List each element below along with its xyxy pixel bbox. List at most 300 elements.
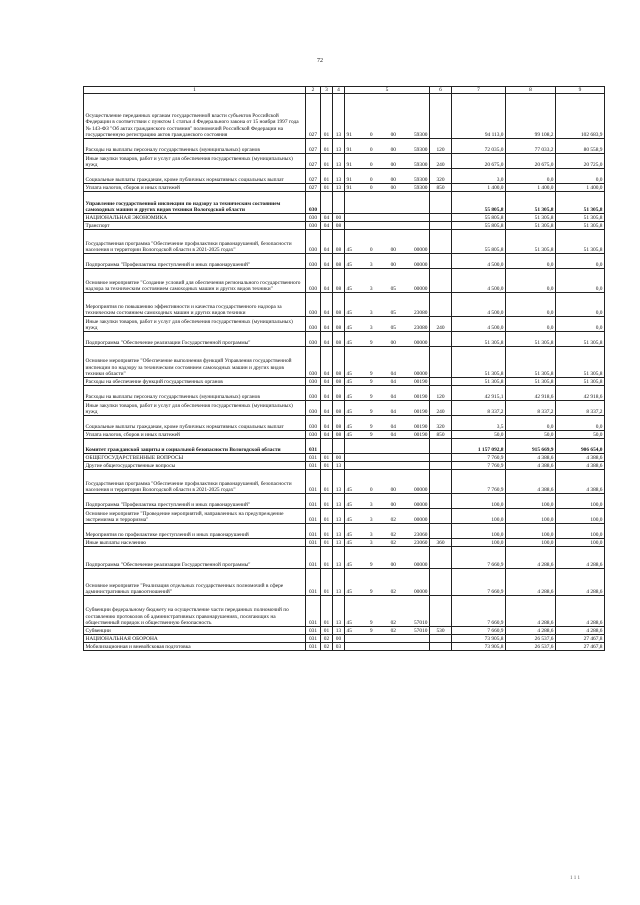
col-4-cell: 13	[333, 596, 345, 627]
table-row	[84, 317, 605, 332]
col-8-cell: 0,0	[506, 169, 556, 184]
col-9-cell: 51 305,8	[556, 192, 605, 214]
column-header: 4	[333, 87, 345, 94]
target-item-part: 00	[390, 132, 396, 138]
target-item-part: 00000	[413, 262, 428, 268]
col-4-cell: 08	[333, 230, 345, 254]
target-item-cell	[345, 539, 430, 547]
target-item-part: 9	[369, 589, 373, 595]
target-item-part: 45	[346, 340, 352, 346]
col-6-cell	[430, 347, 452, 378]
col-4-cell	[333, 439, 345, 454]
target-item-cell	[345, 269, 430, 293]
col-8-cell: 0,0	[506, 416, 556, 431]
target-item-part: 59300	[413, 177, 428, 183]
target-item-part: 59300	[413, 147, 428, 153]
col-9-cell: 4 288,6	[556, 627, 605, 635]
col-2-cell: 027	[306, 139, 321, 154]
table-header-row	[84, 87, 605, 94]
table-row	[84, 416, 605, 431]
table-row	[84, 627, 605, 635]
col-7-cell: 4 500,0	[452, 254, 506, 269]
col-7-cell: 73 905,8	[452, 643, 506, 651]
col-8-cell: 4 288,6	[506, 547, 556, 569]
col-6-cell	[430, 596, 452, 627]
col-9-cell: 51 305,8	[556, 378, 605, 386]
row-name-cell: Иные выплаты населению	[84, 539, 306, 547]
column-header: 2	[306, 87, 321, 94]
col-4-cell: 00	[333, 214, 345, 222]
col-6-cell	[430, 378, 452, 386]
target-item-part: 00000	[413, 562, 428, 568]
col-2-cell: 030	[306, 332, 321, 347]
table-row	[84, 254, 605, 269]
col-2-cell: 030	[306, 222, 321, 230]
table-row	[84, 439, 605, 454]
target-item-cell	[345, 462, 430, 470]
col-3-cell: 02	[321, 635, 333, 643]
table-row	[84, 386, 605, 401]
col-6-cell	[430, 254, 452, 269]
col-3-cell: 04	[321, 317, 333, 332]
col-8-cell: 26 537,6	[506, 635, 556, 643]
row-name-cell: Осуществление переданных органам государственной власти субъектов Российской Федерации в соответствии с пунктом 1 статьи 4 Федерального закона от 15 ноября 1997 года № 143-ФЗ "Об актах гражданского состояния" полномочий Российской Федерации на государственную регистрацию актов гражданского состояния	[84, 94, 306, 139]
table-row	[84, 596, 605, 627]
col-4-cell: 13	[333, 139, 345, 154]
target-item-cell	[345, 222, 430, 230]
col-4-cell: 08	[333, 317, 345, 332]
col-6-cell: 850	[430, 431, 452, 439]
target-item-part: 00000	[413, 487, 428, 493]
col-4-cell: 08	[333, 401, 345, 416]
col-9-cell: 0,0	[556, 269, 605, 293]
table-row	[84, 214, 605, 222]
col-4-cell: 08	[333, 269, 345, 293]
col-4-cell: 13	[333, 470, 345, 494]
col-8-cell: 4 288,6	[506, 596, 556, 627]
col-3-cell: 01	[321, 539, 333, 547]
col-8-cell: 4 388,6	[506, 454, 556, 462]
target-item-part: 04	[390, 409, 396, 415]
target-item-cell	[345, 378, 430, 386]
col-9-cell: 1 400,0	[556, 184, 605, 192]
budget-table	[83, 86, 605, 651]
col-9-cell: 50,0	[556, 431, 605, 439]
table-row	[84, 293, 605, 317]
target-item-part: 02	[390, 620, 396, 626]
col-3-cell	[321, 439, 333, 454]
target-item-part: 02	[390, 517, 396, 523]
col-8-cell: 51 305,8	[506, 230, 556, 254]
row-name-cell: Мероприятия по повышению эффективности и качества государственного надзора за техническим состоянием самоходных машин и других видов техники	[84, 293, 306, 317]
target-item-part: 00000	[413, 517, 428, 523]
col-6-cell: 850	[430, 184, 452, 192]
row-name-cell: НАЦИОНАЛЬНАЯ ЭКОНОМИКА	[84, 214, 306, 222]
col-2-cell: 027	[306, 94, 321, 139]
row-name-cell: Мероприятия по профилактике преступлений и иных правонарушений	[84, 524, 306, 539]
col-9-cell: 20 725,0	[556, 154, 605, 169]
col-4-cell: 13	[333, 539, 345, 547]
target-item-part: 00190	[413, 409, 428, 415]
col-7-cell: 7 660,9	[452, 569, 506, 596]
col-3-cell: 04	[321, 222, 333, 230]
col-6-cell: 240	[430, 317, 452, 332]
col-6-cell	[430, 214, 452, 222]
col-8-cell: 4 288,6	[506, 627, 556, 635]
col-4-cell: 13	[333, 154, 345, 169]
table-row	[84, 494, 605, 509]
target-item-part: 3	[369, 286, 373, 292]
col-7-cell: 55 805,8	[452, 222, 506, 230]
col-2-cell: 031	[306, 470, 321, 494]
col-2-cell: 030	[306, 317, 321, 332]
target-item-part: 9	[369, 409, 373, 415]
row-name-cell: Расходы на выплаты персоналу государственных (муниципальных) органов	[84, 139, 306, 154]
col-2-cell: 031	[306, 635, 321, 643]
col-3-cell: 04	[321, 214, 333, 222]
target-item-part: 3	[369, 540, 373, 546]
row-name-cell: Транспорт	[84, 222, 306, 230]
column-header: 7	[452, 87, 506, 94]
target-item-part: 57010	[413, 620, 428, 626]
col-7-cell: 7 660,9	[452, 547, 506, 569]
col-3-cell: 01	[321, 547, 333, 569]
target-item-cell	[345, 494, 430, 509]
col-2-cell: 031	[306, 494, 321, 509]
table-row	[84, 94, 605, 139]
col-3-cell: 02	[321, 643, 333, 651]
page-number: 72	[317, 58, 323, 64]
col-6-cell	[430, 509, 452, 524]
col-3-cell: 01	[321, 596, 333, 627]
target-item-part: 9	[369, 432, 373, 438]
table-row	[84, 635, 605, 643]
target-item-cell	[345, 230, 430, 254]
col-4-cell: 03	[333, 643, 345, 651]
target-item-part: 02	[390, 532, 396, 538]
col-6-cell	[430, 494, 452, 509]
col-9-cell: 51 305,8	[556, 332, 605, 347]
table-row	[84, 524, 605, 539]
target-item-part: 3	[369, 517, 373, 523]
row-name-cell: Расходы на выплаты персоналу государственных (муниципальных) органов	[84, 386, 306, 401]
col-2-cell: 031	[306, 454, 321, 462]
target-item-cell	[345, 293, 430, 317]
col-9-cell: 906 654,0	[556, 439, 605, 454]
col-7-cell: 73 905,8	[452, 635, 506, 643]
col-3-cell	[321, 192, 333, 214]
col-2-cell: 030	[306, 431, 321, 439]
row-name-cell: Управление государственной инспекции по надзору за техническим состоянием самоходных машин и других видов техники Вологодской области	[84, 192, 306, 214]
table-row	[84, 431, 605, 439]
col-9-cell: 51 305,8	[556, 347, 605, 378]
target-item-part: 00	[390, 162, 396, 168]
target-item-cell	[345, 596, 430, 627]
col-9-cell: 100,0	[556, 509, 605, 524]
row-name-cell: НАЦИОНАЛЬНАЯ ОБОРОНА	[84, 635, 306, 643]
col-7-cell: 55 805,8	[452, 192, 506, 214]
target-item-cell	[345, 547, 430, 569]
col-7-cell: 51 305,8	[452, 332, 506, 347]
col-8-cell: 1 400,0	[506, 184, 556, 192]
row-name-cell: Основное мероприятие "Обеспечение выполнения функций Управления государственной инспекции по надзору за техническим состоянием самоходных машин и других видов техники области"	[84, 347, 306, 378]
target-item-part: 91	[346, 147, 352, 153]
target-item-part: 45	[346, 487, 352, 493]
col-2-cell: 031	[306, 596, 321, 627]
col-6-cell: 240	[430, 154, 452, 169]
col-9-cell: 100,0	[556, 539, 605, 547]
target-item-part: 91	[346, 185, 352, 191]
target-item-part: 45	[346, 409, 352, 415]
col-3-cell: 04	[321, 332, 333, 347]
col-7-cell: 1 400,0	[452, 184, 506, 192]
target-item-part: 3	[369, 262, 373, 268]
col-3-cell: 04	[321, 401, 333, 416]
target-item-part: 04	[390, 432, 396, 438]
col-6-cell: 320	[430, 169, 452, 184]
target-item-part: 0	[369, 177, 373, 183]
table-row	[84, 547, 605, 569]
col-8-cell: 51 305,8	[506, 332, 556, 347]
col-8-cell: 26 537,6	[506, 643, 556, 651]
col-4-cell: 00	[333, 635, 345, 643]
row-name-cell: Другие общегосударственные вопросы	[84, 462, 306, 470]
row-name-cell: Подпрограмма "Профилактика преступлений и иных правонарушений"	[84, 254, 306, 269]
col-9-cell: 4 288,6	[556, 569, 605, 596]
col-9-cell: 4 388,6	[556, 462, 605, 470]
col-4-cell: 13	[333, 94, 345, 139]
col-4-cell: 08	[333, 416, 345, 431]
table-row	[84, 401, 605, 416]
target-item-part: 9	[369, 371, 373, 377]
col-8-cell: 50,0	[506, 431, 556, 439]
col-4-cell: 13	[333, 627, 345, 635]
col-8-cell: 0,0	[506, 293, 556, 317]
target-item-cell	[345, 431, 430, 439]
target-item-part: 02	[390, 589, 396, 595]
table-row	[84, 454, 605, 462]
row-name-cell: Иные закупки товаров, работ и услуг для обеспечения государственных (муниципальных) нужд	[84, 154, 306, 169]
col-9-cell: 0,0	[556, 317, 605, 332]
target-item-part: 0	[369, 132, 373, 138]
target-item-cell	[345, 192, 430, 214]
row-name-cell: Государственная программа "Обеспечение профилактики правонарушений, безопасности населения и территории Вологодской области в 2021-2025 годах"	[84, 230, 306, 254]
col-6-cell: 530	[430, 627, 452, 635]
col-9-cell: 51 305,8	[556, 214, 605, 222]
col-2-cell: 031	[306, 539, 321, 547]
col-2-cell: 031	[306, 643, 321, 651]
col-2-cell: 030	[306, 214, 321, 222]
target-item-cell	[345, 439, 430, 454]
column-header: 3	[321, 87, 333, 94]
col-3-cell: 01	[321, 494, 333, 509]
target-item-part: 45	[346, 286, 352, 292]
col-2-cell: 027	[306, 184, 321, 192]
table-body	[84, 94, 605, 651]
col-7-cell: 55 805,8	[452, 214, 506, 222]
target-item-cell	[345, 94, 430, 139]
target-item-part: 45	[346, 379, 352, 385]
col-6-cell	[430, 635, 452, 643]
row-name-cell: Основное мероприятие "Реализация отдельных государственных полномочий в сфере административных правоотношений"	[84, 569, 306, 596]
target-item-part: 00	[390, 177, 396, 183]
col-9-cell: 0,0	[556, 254, 605, 269]
col-3-cell: 01	[321, 569, 333, 596]
target-item-part: 59300	[413, 132, 428, 138]
col-4-cell: 13	[333, 184, 345, 192]
table-row	[84, 539, 605, 547]
col-2-cell: 031	[306, 524, 321, 539]
target-item-part: 45	[346, 589, 352, 595]
column-header: 9	[556, 87, 605, 94]
target-item-part: 23060	[413, 532, 428, 538]
target-item-part: 9	[369, 620, 373, 626]
target-item-part: 00190	[413, 379, 428, 385]
column-header: 8	[506, 87, 556, 94]
target-item-part: 00	[390, 340, 396, 346]
col-9-cell: 51 305,8	[556, 230, 605, 254]
col-2-cell: 030	[306, 378, 321, 386]
table-row	[84, 154, 605, 169]
col-8-cell: 100,0	[506, 509, 556, 524]
target-item-cell	[345, 416, 430, 431]
col-8-cell: 0,0	[506, 317, 556, 332]
col-8-cell: 100,0	[506, 539, 556, 547]
target-item-cell	[345, 401, 430, 416]
target-item-cell	[345, 643, 430, 651]
row-name-cell: ОБЩЕГОСУДАРСТВЕННЫЕ ВОПРОСЫ	[84, 454, 306, 462]
col-7-cell: 3,5	[452, 416, 506, 431]
col-8-cell: 0,0	[506, 269, 556, 293]
row-name-cell: Подпрограмма "Обеспечение реализации Государственной программы"	[84, 332, 306, 347]
col-2-cell: 030	[306, 269, 321, 293]
target-item-part: 0	[369, 487, 373, 493]
col-3-cell: 04	[321, 347, 333, 378]
col-6-cell	[430, 454, 452, 462]
row-name-cell: Субвенции	[84, 627, 306, 635]
row-name-cell: Мобилизационная и вневойсковая подготовка	[84, 643, 306, 651]
table-row	[84, 470, 605, 494]
target-item-part: 45	[346, 517, 352, 523]
target-item-part: 0	[369, 247, 373, 253]
target-item-part: 00000	[413, 286, 428, 292]
target-item-part: 02	[390, 628, 396, 634]
col-9-cell: 4 288,6	[556, 596, 605, 627]
col-9-cell: 100,0	[556, 494, 605, 509]
col-8-cell: 4 388,6	[506, 462, 556, 470]
col-4-cell: 13	[333, 569, 345, 596]
col-3-cell: 04	[321, 431, 333, 439]
row-name-cell: Основное мероприятие "Проведение мероприятий, направленных на предупреждение экстремизма и терроризма"	[84, 509, 306, 524]
target-item-part: 00000	[413, 247, 428, 253]
row-name-cell: Уплата налогов, сборов и иных платежей	[84, 184, 306, 192]
target-item-part: 05	[390, 286, 396, 292]
target-item-cell	[345, 154, 430, 169]
target-item-part: 45	[346, 432, 352, 438]
target-item-part: 23080	[413, 325, 428, 331]
col-9-cell: 100,0	[556, 524, 605, 539]
row-name-cell: Основное мероприятие "Создание условий для обеспечения регионального государственного надзора за техническим состоянием самоходных машин и других видов техники"	[84, 269, 306, 293]
col-6-cell	[430, 569, 452, 596]
col-4-cell: 08	[333, 347, 345, 378]
target-item-part: 0	[369, 147, 373, 153]
col-3-cell: 01	[321, 94, 333, 139]
col-3-cell: 04	[321, 293, 333, 317]
target-item-part: 02	[390, 540, 396, 546]
col-8-cell: 0,0	[506, 254, 556, 269]
col-3-cell: 01	[321, 462, 333, 470]
target-item-part: 9	[369, 628, 373, 634]
col-7-cell: 51 305,8	[452, 347, 506, 378]
table-row	[84, 222, 605, 230]
target-item-part: 59300	[413, 185, 428, 191]
col-9-cell: 4 388,6	[556, 454, 605, 462]
col-6-cell	[430, 94, 452, 139]
col-2-cell: 027	[306, 169, 321, 184]
col-2-cell: 030	[306, 401, 321, 416]
row-name-cell: Иные закупки товаров, работ и услуг для обеспечения государственных (муниципальных) нужд	[84, 401, 306, 416]
target-item-part: 00	[390, 562, 396, 568]
col-7-cell: 4 500,0	[452, 269, 506, 293]
target-item-part: 00	[390, 247, 396, 253]
col-8-cell: 77 033,2	[506, 139, 556, 154]
target-item-cell	[345, 169, 430, 184]
table-row	[84, 347, 605, 378]
col-8-cell: 4 288,6	[506, 569, 556, 596]
col-8-cell: 915 669,9	[506, 439, 556, 454]
target-item-part: 9	[369, 424, 373, 430]
target-item-part: 00000	[413, 589, 428, 595]
target-item-cell	[345, 317, 430, 332]
col-7-cell: 100,0	[452, 509, 506, 524]
target-item-part: 45	[346, 394, 352, 400]
col-3-cell: 01	[321, 169, 333, 184]
col-2-cell: 031	[306, 547, 321, 569]
target-item-part: 57010	[413, 628, 428, 634]
col-9-cell: 102 683,9	[556, 94, 605, 139]
col-2-cell: 030	[306, 416, 321, 431]
target-item-part: 59300	[413, 162, 428, 168]
col-9-cell: 8 337,2	[556, 401, 605, 416]
col-3-cell: 04	[321, 254, 333, 269]
col-9-cell: 4 388,6	[556, 470, 605, 494]
target-item-part: 00190	[413, 424, 428, 430]
target-item-cell	[345, 627, 430, 635]
col-9-cell: 0,0	[556, 293, 605, 317]
target-item-part: 45	[346, 532, 352, 538]
col-8-cell: 42 918,6	[506, 386, 556, 401]
col-7-cell: 100,0	[452, 539, 506, 547]
target-item-part: 00190	[413, 432, 428, 438]
col-4-cell: 13	[333, 169, 345, 184]
target-item-part: 05	[390, 325, 396, 331]
col-6-cell	[430, 332, 452, 347]
col-2-cell: 031	[306, 509, 321, 524]
col-2-cell: 031	[306, 462, 321, 470]
col-6-cell: 120	[430, 386, 452, 401]
target-item-part: 45	[346, 371, 352, 377]
col-7-cell: 7 760,9	[452, 454, 506, 462]
row-name-cell: Подпрограмма "Обеспечение реализации Государственной программы"	[84, 547, 306, 569]
target-item-part: 91	[346, 132, 352, 138]
col-3-cell: 04	[321, 269, 333, 293]
col-7-cell: 7 660,9	[452, 596, 506, 627]
col-2-cell: 030	[306, 230, 321, 254]
target-item-part: 00000	[413, 371, 428, 377]
col-6-cell	[430, 547, 452, 569]
col-7-cell: 1 157 092,8	[452, 439, 506, 454]
target-item-part: 91	[346, 162, 352, 168]
